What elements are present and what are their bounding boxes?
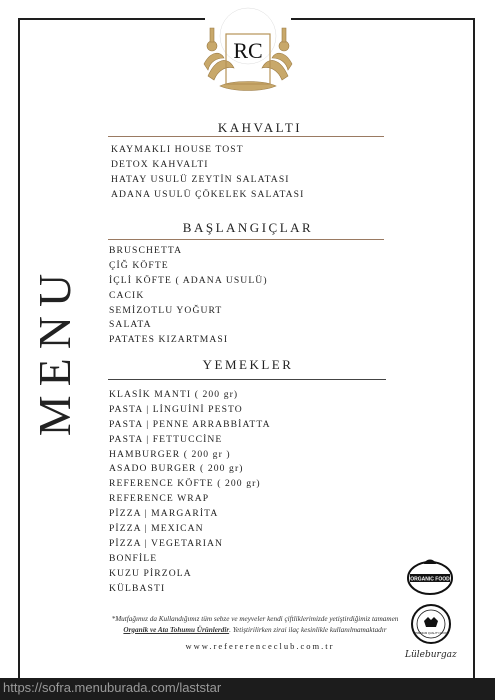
rc-monogram-logo [198,6,298,94]
menu-item: ASADO BURGER ( 200 gr) [109,463,244,475]
footnote-text: *Mutfağımız da Kullandığımız tüm sebze ve meyveler kendi çiftliklerimizde yetiştirdiğimiz tamamen [111,615,399,623]
monogram-text: RC [233,38,263,63]
menu-item: PASTA | FETTUCCİNE [109,433,223,445]
footnote-highlight: Organik ve Ata Tohumu Ürünlerdir [123,625,230,634]
menu-item: PİZZA | MEXICAN [109,523,204,535]
menu-item: PATATES KIZARTMASI [109,334,229,346]
side-title [29,264,81,436]
location-signature: Lüleburgaz [405,650,457,660]
menu-item: DETOX KAHVALTI [111,158,209,170]
side-title-text: MENU [29,264,81,436]
menu-item: KUZU PİRZOLA [109,567,192,579]
section-rule-yemekler [108,379,386,380]
menu-item: BRUSCHETTA [109,245,183,256]
menu-item: PİZZA | MARGARİTA [109,508,219,520]
menu-item: KAYMAKLI HOUSE TOST [111,144,244,155]
section-rule-baslangiclar [108,239,384,240]
browser-url-bar [0,678,495,700]
menu-item: ÇİĞ KÖFTE [109,259,169,271]
menu-item: ADANA USULÜ ÇÖKELEK SALATASI [111,188,305,200]
menu-item: SALATA [109,319,152,331]
browser-url-text: https://sofra.menuburada.com/laststar [3,680,222,695]
menu-item: İÇLİ KÖFTE ( ADANA USULÜ) [109,274,268,286]
organic-food-badge-icon [405,556,455,596]
menu-item: PİZZA | VEGETARIAN [109,537,224,549]
section-title-baslangiclar: BAŞLANGIÇLAR [182,220,314,235]
item-list-kahvalti [111,143,304,203]
menu-item: HAMBURGER ( 200 gr ) [109,448,231,460]
menu-item: KLASİK MANTI ( 200 gr) [109,389,239,400]
menu-item: BONFİLE [109,552,158,564]
menu-item: REFERENCE KÖFTE ( 200 gr) [109,478,261,490]
menu-item: PASTA | PENNE ARRABBİATTA [109,418,271,430]
footnote [110,614,400,635]
website-text: www.refererenceclub.com.tr [185,641,335,651]
menu-item: HATAY USULÜ ZEYTİN SALATASI [111,173,290,185]
menu-item: KÜLBASTI [109,582,166,594]
section-rule-kahvalti [108,136,384,137]
section-title-yemekler: YEMEKLER [202,357,294,372]
section-title-kahvalti: KAHVALTI [217,120,303,135]
organic-badge-text: ORGANIC FOOD [410,576,450,583]
menu-item: REFERENCE WRAP [109,493,210,505]
premium-badge-text: PREMIUM QUALITY FOOD [414,632,448,635]
footnote-text-end: . Yetiştirilirken zirai ilaç kesinlikle kullanılmamaktadır [229,625,387,634]
menu-item: SEMİZOTLU YOĞURT [109,304,223,316]
menu-item: CACIK [109,289,145,301]
item-list-baslangiclar [109,244,268,348]
menu-item: PASTA | LİNGUİNİ PESTO [109,403,243,415]
premium-quality-badge-icon [410,603,452,645]
item-list-yemekler [109,388,271,596]
